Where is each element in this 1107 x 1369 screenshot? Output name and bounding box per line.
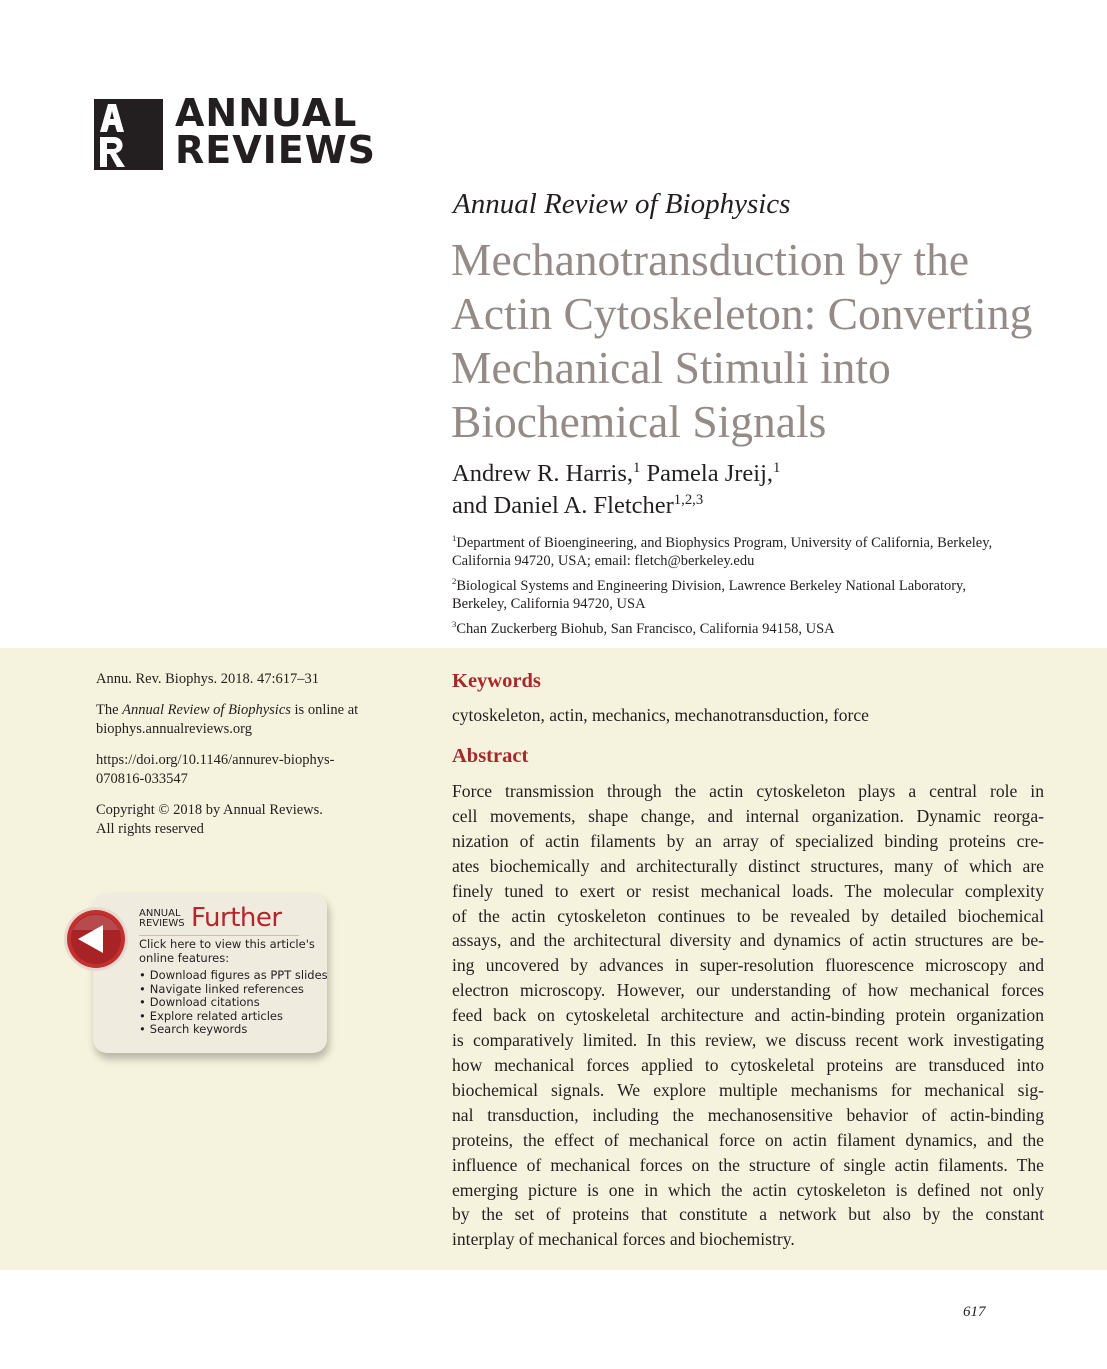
author-name: and Daniel A. Fletcher — [452, 492, 674, 519]
abstract-text — [452, 779, 1044, 1252]
affil-text: California 94720, USA; email: fletch@berkeley.edu — [452, 553, 755, 569]
abstract-line: assays, and the architectural diversity and dynamics of actin structures are be- — [452, 930, 1044, 951]
further-feature-item[interactable]: • Explore related articles — [139, 1010, 328, 1024]
logo-wordmark — [175, 91, 377, 172]
abstract-line: nization of actin filaments by an array of specialized binding proteins cre- — [452, 830, 1044, 851]
further-brand-line: ANNUAL — [139, 908, 181, 919]
doi-line: https://doi.org/10.1146/annurev-biophys- — [96, 752, 335, 768]
affiliation — [452, 620, 1052, 638]
article-meta — [96, 670, 396, 851]
further-feature-item[interactable]: • Search keywords — [139, 1023, 328, 1037]
affiliations — [452, 534, 1052, 645]
keywords-heading: Keywords — [452, 670, 541, 692]
further-divider — [139, 935, 299, 936]
further-brand-line: REVIEWS — [139, 918, 185, 929]
abstract-line: of the actin cytoskeleton continues to be revealed by detailed biochemical — [452, 905, 1044, 926]
logo-line-2: REVIEWS — [175, 128, 377, 172]
abstract-line: how mechanical forces applied to cytoskeletal proteins are transduced into — [452, 1054, 1044, 1075]
online-journal: Annual Review of Biophysics — [122, 702, 291, 718]
affil-text: Department of Bioengineering, and Biophysics Program, University of California, Berkeley, — [456, 535, 993, 551]
further-wordmark: Further — [191, 903, 282, 933]
author-affil-sup: 1,2,3 — [673, 491, 704, 508]
abstract-line: feed back on cytoskeletal architecture and actin-binding protein organization — [452, 1005, 1044, 1026]
further-feature-item[interactable]: • Navigate linked references — [139, 983, 328, 997]
abstract-line: is comparatively limited. In this review, we discuss recent work investigating — [452, 1030, 1044, 1051]
author-affil-sup: 1 — [633, 459, 641, 476]
abstract-line: ing uncovered by advances in super-resolution fluorescence microscopy and — [452, 955, 1044, 976]
keywords-text: cytoskeleton, actin, mechanics, mechanotransduction, force — [452, 705, 869, 725]
title-line: Mechanical Stimuli into — [451, 342, 891, 393]
abstract-line: Force transmission through the actin cytoskeleton plays a central role in — [452, 781, 1044, 801]
author-name: Andrew R. Harris, — [452, 460, 633, 487]
abstract-line: biochemical signals. We explore multiple mechanisms for mechanical sig- — [452, 1079, 1044, 1100]
affil-text: Biological Systems and Engineering Division, Lawrence Berkeley National Laboratory, — [456, 578, 966, 594]
click-here-link[interactable]: Click here — [139, 937, 196, 951]
affiliation — [452, 577, 1052, 613]
page-number: 617 — [963, 1304, 986, 1320]
copyright — [96, 801, 396, 839]
further-feature-item[interactable]: • Download figures as PPT slides — [139, 969, 328, 983]
online-post: is online at — [290, 702, 359, 718]
affiliation — [452, 534, 1052, 570]
title-line: Mechanotransduction by the — [451, 234, 970, 285]
affil-number: 1 — [452, 533, 457, 544]
article-title — [451, 233, 1091, 449]
further-features-list — [139, 969, 328, 1037]
further-text — [139, 938, 328, 1037]
click-here-line2: online features: — [139, 950, 230, 965]
doi-link[interactable] — [96, 751, 396, 789]
online-availability — [96, 701, 396, 739]
copyright-line: Copyright © 2018 by Annual Reviews. — [96, 802, 323, 818]
affil-text: Berkeley, California 94720, USA — [452, 596, 646, 612]
ar-logo-mark-icon — [94, 99, 163, 170]
abstract-line: finely tuned to exert or resist mechanical loads. The molecular complexity — [452, 880, 1044, 901]
doi-line: 070816-033547 — [96, 771, 188, 787]
citation: Annu. Rev. Biophys. 2018. 47:617–31 — [96, 671, 320, 687]
copyright-line: All rights reserved — [96, 821, 204, 837]
abstract-line: interplay of mechanical forces and biochemistry. — [452, 1229, 795, 1250]
abstract-line: cell movements, shape change, and internal organization. Dynamic reorga- — [452, 805, 1044, 826]
click-here-rest: to view this article's — [195, 937, 315, 951]
further-arrow-button-icon[interactable] — [63, 906, 129, 972]
journal-name: Annual Review of Biophysics — [453, 188, 791, 220]
author-affil-sup: 1 — [773, 459, 781, 476]
online-pre: The — [96, 702, 123, 718]
author-list — [452, 458, 780, 522]
abstract-line: electron microscopy. However, our understanding of how mechanical forces — [452, 980, 1044, 1001]
abstract-line: proteins, the effect of mechanical force on actin filament dynamics, and the — [452, 1129, 1044, 1150]
annual-reviews-logo — [94, 91, 377, 172]
abstract-line: nal transduction, including the mechanosensitive behavior of actin-binding — [452, 1104, 1044, 1125]
logo-line-1: ANNUAL — [175, 91, 358, 135]
affil-number: 2 — [452, 576, 457, 587]
abstract-heading: Abstract — [452, 745, 529, 767]
journal-url-link[interactable]: biophys.annualreviews.org — [96, 721, 252, 737]
affil-number: 3 — [452, 619, 457, 630]
title-line: Biochemical Signals — [451, 396, 827, 447]
abstract-line: ates biochemically and architecturally distinct structures, many of which are — [452, 855, 1044, 876]
abstract-line: emerging picture is one in which the actin cytoskeleton is defined not only — [452, 1179, 1044, 1200]
affil-text: Chan Zuckerberg Biohub, San Francisco, California 94158, USA — [456, 621, 835, 637]
author-name: Pamela Jreij, — [640, 460, 774, 487]
further-feature-item[interactable]: • Download citations — [139, 996, 328, 1010]
abstract-line: influence of mechanical forces on the structure of single actin filaments. The — [452, 1154, 1044, 1175]
title-line: Actin Cytoskeleton: Converting — [451, 288, 1033, 339]
abstract-line: by the set of proteins that constitute a network but also by the constant — [452, 1204, 1044, 1225]
further-brand — [139, 909, 185, 929]
